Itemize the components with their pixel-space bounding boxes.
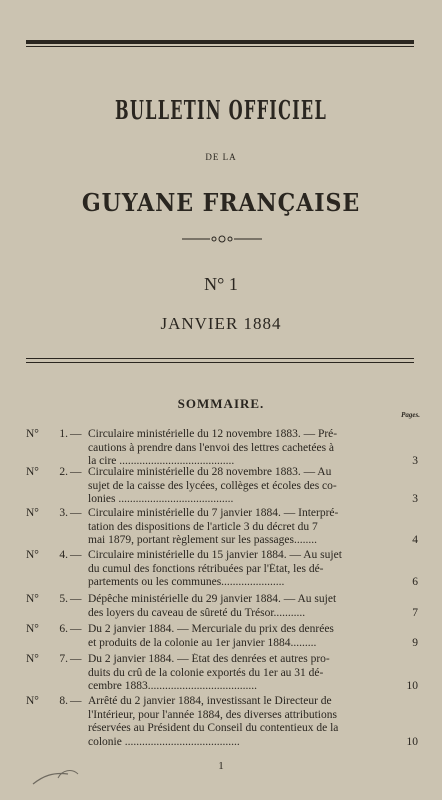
entry-text-line: lonies ........................................ <box>88 493 234 505</box>
entry-page-number: 10 <box>406 680 418 692</box>
entry-page-number: 3 <box>412 455 418 467</box>
entry-text-line: Arrêté du 2 janvier 1884, investissant le Directeur de <box>88 695 332 707</box>
entry-text-line: sujet de la caisse des lycées, collèges et écoles des co- <box>88 479 337 492</box>
entry-page-number: 3 <box>412 493 418 505</box>
middle-rule-thin-2 <box>26 362 414 363</box>
entry-text-line: cembre 1883...................................... <box>88 680 257 692</box>
entry-text-line: cautions à prendre dans l'envoi des lettres cachetées à <box>88 441 335 454</box>
entry-number: 8. <box>59 695 68 707</box>
entry-text-line: duits du crû de la colonie exportés du 1er au 31 dé- <box>88 666 324 679</box>
signature-mark: 1 <box>218 760 224 772</box>
entry-dash: — <box>70 653 82 665</box>
entry-dash: — <box>70 507 82 519</box>
issue-number: N° 1 <box>204 274 238 294</box>
entry-text-line: mai 1879, portant règlement sur les passages........ <box>88 534 317 546</box>
entry-text-line: Circulaire ministérielle du 12 novembre 1883. — Pré- <box>88 428 338 440</box>
pages-column-label: Pages. <box>401 411 420 419</box>
title-guyane-francaise: GUYANE FRANÇAISE <box>81 188 361 217</box>
entry-text <box>88 466 388 507</box>
entry-prefix: N° <box>26 549 39 561</box>
entry-text <box>88 695 388 749</box>
entry-number: 6. <box>59 623 68 635</box>
entry-text <box>88 593 388 620</box>
entry-number: 5. <box>59 593 68 605</box>
entry-page-number: 4 <box>412 534 418 546</box>
entry-prefix: N° <box>26 593 39 605</box>
entry-text <box>88 549 388 590</box>
entry-number: 3. <box>59 507 68 519</box>
entry-dash: — <box>70 593 82 605</box>
entry-number: 2. <box>59 466 68 478</box>
ornament-icon <box>182 234 262 244</box>
entry-text-line: des loyers du caveau de sûreté du Trésor........... <box>88 606 306 619</box>
entry-number: 7. <box>59 653 68 665</box>
entry-text-line: Circulaire ministérielle du 15 janvier 1884. — Au sujet <box>88 549 342 561</box>
middle-rule-thin-1 <box>26 358 414 359</box>
entry-page-number: 7 <box>412 606 418 619</box>
entry-text-line: partements ou les communes...................... <box>88 576 285 588</box>
issue-date: JANVIER 1884 <box>160 314 282 333</box>
ink-stain-icon <box>28 758 98 788</box>
entry-dash: — <box>70 466 82 478</box>
entry-prefix: N° <box>26 653 39 665</box>
entry-text <box>88 507 388 548</box>
entry-text-line: et produits de la colonie au 1er janvier 1884......... <box>88 636 317 649</box>
entry-text-line: réservées au Président du Conseil du contentieux de la <box>88 722 339 734</box>
top-rule-thin <box>26 46 414 47</box>
entry-text-line: du cumul des fonctions rétribuées par l'État, les dé- <box>88 562 324 575</box>
summary-heading: SOMMAIRE. <box>177 396 265 411</box>
entry-prefix: N° <box>26 507 39 519</box>
entry-prefix: N° <box>26 466 39 478</box>
entry-dash: — <box>70 695 82 707</box>
entry-dash: — <box>70 549 82 561</box>
entry-text <box>88 653 388 694</box>
entry-text-line: Circulaire ministérielle du 28 novembre 1883. — Au <box>88 466 332 478</box>
entry-text-line: tation des dispositions de l'article 3 du décret du 7 <box>88 520 318 533</box>
title-bulletin-officiel: BULLETIN OFFICIEL <box>114 96 328 126</box>
entry-text <box>88 623 388 650</box>
entry-text <box>88 428 388 469</box>
entry-text-line: Du 2 janvier 1884. — État des denrées et autres pro- <box>88 653 330 665</box>
top-rule-thick <box>26 40 414 44</box>
entry-text-line: l'Intérieur, pour l'année 1884, des diverses attributions <box>88 708 337 721</box>
entry-page-number: 10 <box>406 735 418 748</box>
entry-prefix: N° <box>26 623 39 635</box>
entry-text-line: Dépêche ministérielle du 29 janvier 1884. — Au sujet <box>88 593 337 605</box>
entry-page-number: 9 <box>412 636 418 649</box>
title-de-la: DE LA <box>205 152 237 162</box>
entry-number: 4. <box>59 549 68 561</box>
entry-dash: — <box>70 623 82 635</box>
entry-prefix: N° <box>26 428 39 440</box>
entry-text-line: Du 2 janvier 1884. — Mercuriale du prix des denrées <box>88 623 334 635</box>
entry-number: 1. <box>59 428 68 440</box>
entry-page-number: 6 <box>412 576 418 588</box>
entry-dash: — <box>70 428 82 440</box>
entry-text-line: la cire ........................................ <box>88 455 235 467</box>
entry-prefix: N° <box>26 695 39 707</box>
entry-text-line: Circulaire ministérielle du 7 janvier 1884. — Interpré- <box>88 507 339 519</box>
entry-text-line: colonie ........................................ <box>88 735 240 748</box>
